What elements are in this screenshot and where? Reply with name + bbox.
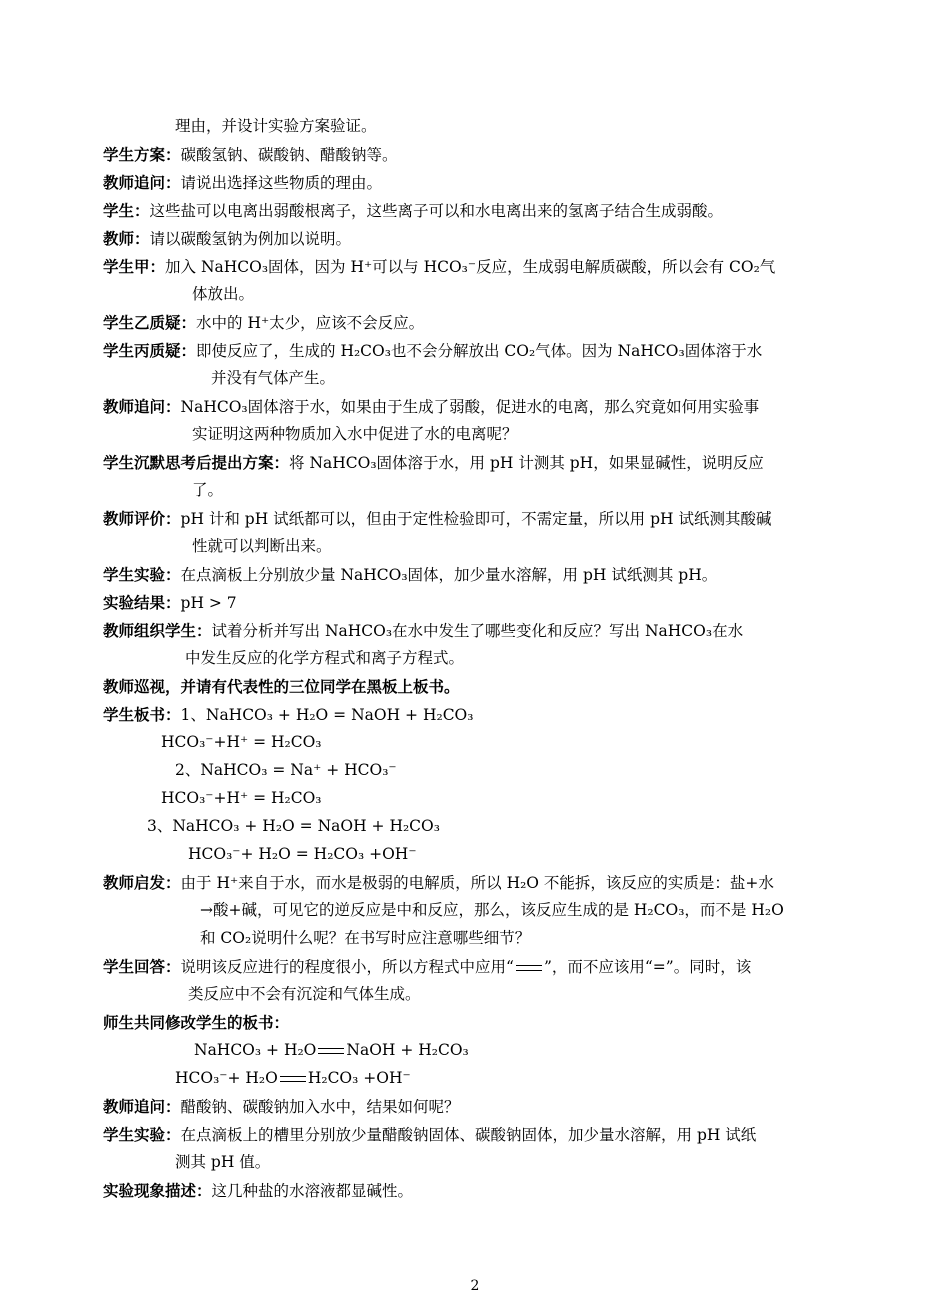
equation-line: 2、NaHCO₃ = Na⁺ + HCO₃⁻ <box>175 761 397 779</box>
text-line: 教师：请以碳酸氢钠为例加以说明。 <box>103 229 352 248</box>
equation-line: HCO₃⁻+H⁺ = H₂CO₃ <box>161 733 322 751</box>
text-line: 师生共同修改学生的板书： <box>103 1013 290 1032</box>
text-line: 实证明这两种物质加入水中促进了水的电离呢？ <box>192 425 518 443</box>
equation-line: NaHCO₃ + H₂O NaOH + H₂CO₃ <box>194 1041 469 1059</box>
speaker-label: 学生乙质疑： <box>103 313 197 332</box>
equation-line: HCO₃⁻+ H₂O H₂CO₃ +OH⁻ <box>175 1069 411 1087</box>
text-line: 学生实验：在点滴板上分别放少量 NaHCO₃固体，加少量水溶解，用 pH 试纸测其 pH。 <box>103 565 718 584</box>
text-line: →酸+碱，可见它的逆反应是中和反应，那么，该反应生成的是 H₂CO₃，而不是 H₂O <box>200 901 784 919</box>
speaker-label: 学生沉默思考后提出方案： <box>103 453 290 472</box>
text-line: 了。 <box>192 481 224 499</box>
page-number: 2 <box>470 1278 480 1294</box>
text-line: 学生甲：加入 NaHCO₃固体，因为 H⁺可以与 HCO₃⁻反应，生成弱电解质碳酸，所以会有 CO₂气 <box>103 257 776 276</box>
text-line: 学生：这些盐可以电离出弱酸根离子，这些离子可以和水电离出来的氢离子结合生成弱酸。 <box>103 201 724 220</box>
equation-line: 3、NaHCO₃ + H₂O = NaOH + H₂CO₃ <box>147 817 440 835</box>
text-line: 学生沉默思考后提出方案：将 NaHCO₃固体溶于水，用 pH 计测其 pH，如果显碱性，说明反应 <box>103 453 764 472</box>
speaker-label: 学生甲： <box>103 257 166 276</box>
text-line: 体放出。 <box>192 285 255 303</box>
text-line: 教师追问：醋酸钠、碳酸钠加入水中，结果如何呢？ <box>103 1097 460 1116</box>
reversible-arrow-icon <box>316 1044 346 1058</box>
text-line: 教师追问：NaHCO₃固体溶于水，如果由于生成了弱酸，促进水的电离，那么究竟如何用实验事 <box>103 397 760 416</box>
speaker-label: 实验现象描述： <box>103 1181 212 1200</box>
text-line: 并没有气体产生。 <box>211 369 336 387</box>
speaker-label: 教师追问： <box>103 173 181 192</box>
text-line: 教师评价：pH 计和 pH 试纸都可以，但由于定性检验即可，不需定量，所以用 pH 试纸测其酸碱 <box>103 509 772 528</box>
speaker-label: 教师评价： <box>103 509 181 528</box>
text-line: 实验结果：pH > 7 <box>103 593 237 612</box>
reversible-arrow-icon <box>278 1072 308 1086</box>
speaker-label: 学生实验： <box>103 1125 181 1144</box>
text-line: 学生丙质疑：即使反应了，生成的 H₂CO₃也不会分解放出 CO₂气体。因为 NaHCO₃固体溶于水 <box>103 341 763 360</box>
equation-line: HCO₃⁻+ H₂O = H₂CO₃ +OH⁻ <box>188 845 417 863</box>
speaker-label: 学生实验： <box>103 565 181 584</box>
reversible-arrow-icon <box>514 961 544 975</box>
text-line: 类反应中不会有沉淀和气体生成。 <box>188 985 421 1003</box>
text-line: 测其 pH 值。 <box>175 1153 271 1171</box>
text-line: 学生实验：在点滴板上的槽里分别放少量醋酸钠固体、碳酸钠固体，加少量水溶解，用 pH 试纸 <box>103 1125 757 1144</box>
text-line: 教师追问：请说出选择这些物质的理由。 <box>103 173 383 192</box>
speaker-label: 学生丙质疑： <box>103 341 197 360</box>
speaker-label: 教师追问： <box>103 397 181 416</box>
speaker-label: 教师启发： <box>103 873 181 892</box>
text-line: 教师启发：由于 H⁺来自于水，而水是极弱的电解质，所以 H₂O 不能拆，该反应的实质是：盐+水 <box>103 873 774 892</box>
speaker-label: 学生板书： <box>103 705 181 724</box>
text-line: 教师组织学生：试着分析并写出 NaHCO₃在水中发生了哪些变化和反应？写出 NaHCO₃在水 <box>103 621 744 640</box>
text-line: 性就可以判断出来。 <box>192 537 332 555</box>
text-line: 学生乙质疑：水中的 H⁺太少，应该不会反应。 <box>103 313 425 332</box>
text-line: 教师巡视，并请有代表性的三位同学在黑板上板书。 <box>103 677 460 696</box>
equation-line: HCO₃⁻+H⁺ = H₂CO₃ <box>161 789 322 807</box>
text-line: 中发生反应的化学方程式和离子方程式。 <box>185 649 465 667</box>
speaker-label: 实验结果： <box>103 593 181 612</box>
speaker-label: 学生回答： <box>103 957 181 976</box>
text-line: 实验现象描述：这几种盐的水溶液都显碱性。 <box>103 1181 414 1200</box>
speaker-label: 学生： <box>103 201 150 220</box>
text-line: 和 CO₂说明什么呢？在书写时应注意哪些细节？ <box>200 929 531 947</box>
speaker-label: 学生方案： <box>103 145 181 164</box>
text-line: 理由，并设计实验方案验证。 <box>175 117 377 135</box>
speaker-label: 教师追问： <box>103 1097 181 1116</box>
text-line: 学生回答：说明该反应进行的程度很小，所以方程式中应用“ ”，而不应该用“=”。同时，该 <box>103 957 752 976</box>
text-line: 学生板书：1、NaHCO₃ + H₂O = NaOH + H₂CO₃ <box>103 705 474 724</box>
speaker-label: 教师组织学生： <box>103 621 212 640</box>
speaker-label: 教师： <box>103 229 150 248</box>
text-line: 学生方案：碳酸氢钠、碳酸钠、醋酸钠等。 <box>103 145 398 164</box>
